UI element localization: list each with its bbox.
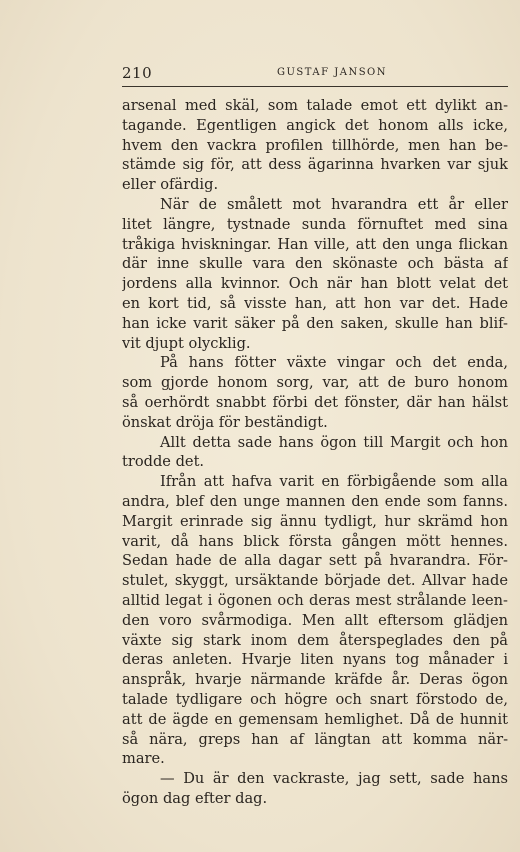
- text-line: önskat dröja för beständigt.: [122, 413, 328, 431]
- text-line: vit djupt olycklig.: [122, 334, 251, 352]
- text-line: Margit erinrade sig ännu tydligt, hur skrämd hon: [122, 512, 508, 530]
- text-line: varit, då hans blick första gången mött hennes.: [122, 532, 508, 550]
- text-line: han icke varit säker på den saken, skulle han blif-: [122, 314, 508, 332]
- text-line: På hans fötter växte vingar och det enda,: [160, 354, 508, 372]
- text-line: en kort tid, så visste han, att hon var det. Hade: [122, 294, 508, 312]
- page-header: [122, 64, 508, 84]
- text-line: hvem den vackra profilen tillhörde, men han be-: [122, 136, 508, 154]
- page-number: 210: [122, 64, 153, 82]
- text-line: ögon dag efter dag.: [122, 789, 268, 807]
- text-line: alltid legat i ögonen och deras mest strålande leen-: [122, 591, 508, 609]
- text-line: som gjorde honom sorg, var, att de buro honom: [122, 374, 508, 392]
- text-line: trodde det.: [122, 453, 205, 471]
- text-line: Ifrån att hafva varit en förbigående som alla: [160, 473, 508, 491]
- text-line: där inne skulle vara den skönaste och bästa af: [122, 255, 508, 273]
- text-line: arsenal med skäl, som talade emot ett dylikt an-: [122, 97, 508, 114]
- text-line: den voro svårmodiga. Men allt eftersom glädjen: [122, 611, 508, 629]
- text-line: eller ofärdig.: [122, 176, 219, 194]
- text-line: mare.: [122, 750, 165, 768]
- text-line: växte sig stark inom dem återspeglades den på: [122, 631, 508, 649]
- text-line: talade tydligare och högre och snart förstodo de,: [122, 690, 508, 708]
- text-line: — Du är den vackraste, jag sett, sade hans: [160, 770, 508, 788]
- text-line: andra, blef den unge mannen den ende som fanns.: [122, 492, 508, 510]
- text-line: stämde sig för, att dess ägarinna hvarken var sjuk: [122, 156, 508, 174]
- text-line: tagande. Egentligen angick det honom alls icke,: [122, 116, 508, 134]
- text-line: Sedan hade de alla dagar sett på hvarandra. För-: [122, 552, 508, 570]
- header-rule: [122, 86, 508, 87]
- running-head: GUSTAF JANSON: [277, 67, 388, 78]
- text-line: så nära, greps han af längtan att komma när-: [122, 730, 508, 748]
- text-line: anspråk, hvarje närmande kräfde år. Deras ögon: [122, 671, 508, 689]
- body-text: [122, 96, 508, 809]
- text-line: litet längre, tystnade sunda förnuftet med sina: [122, 215, 508, 233]
- text-line: tråkiga hviskningar. Han ville, att den unga flickan: [122, 235, 508, 253]
- text-line: jordens alla kvinnor. Och när han blott velat det: [122, 275, 508, 293]
- text-line: Allt detta sade hans ögon till Margit och hon: [160, 433, 508, 451]
- text-line: stulet, skyggt, ursäktande började det. Allvar hade: [122, 572, 508, 590]
- text-line: När de smålett mot hvarandra ett år eller: [160, 195, 508, 213]
- text-line: deras anleten. Hvarje liten nyans tog månader i: [122, 651, 508, 669]
- text-line: att de ägde en gemensam hemlighet. Då de hunnit: [122, 710, 508, 728]
- text-line: så oerhördt snabbt förbi det fönster, där han hälst: [122, 393, 508, 411]
